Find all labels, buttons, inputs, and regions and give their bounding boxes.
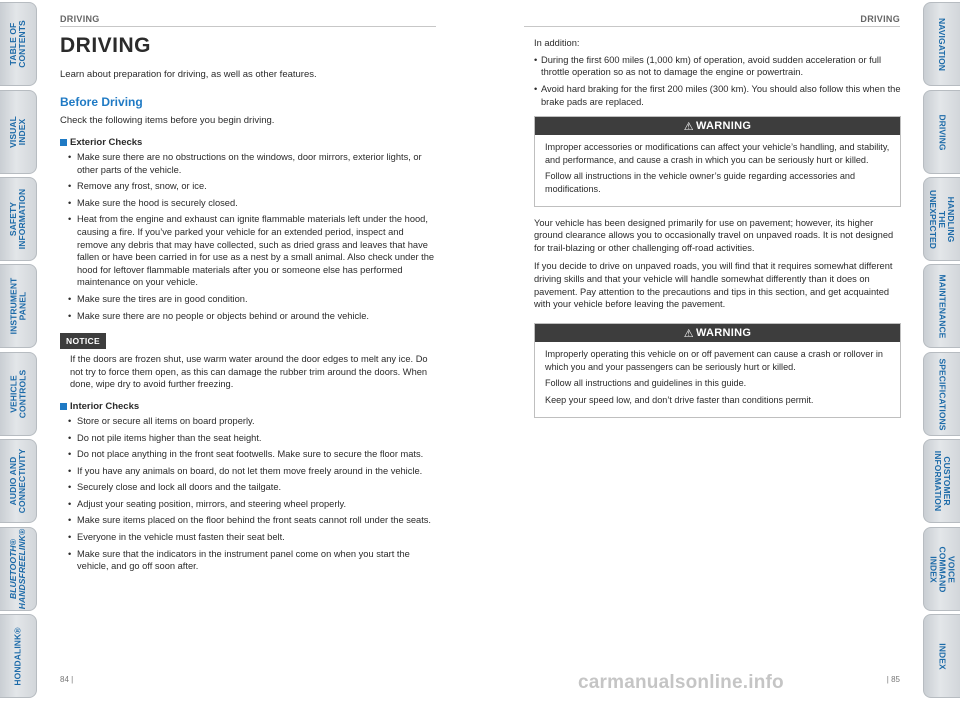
list-item: • If you have any animals on board, do not let them move freely around in the vehicle. [60, 465, 436, 478]
tab-label: INDEX [937, 642, 948, 670]
notice-tag: NOTICE [60, 333, 106, 349]
warning-bar [535, 324, 900, 342]
tab-vehicle-controls[interactable] [0, 352, 37, 436]
list-item: • Remove any frost, snow, or ice. [60, 180, 436, 193]
warning-body [535, 135, 900, 205]
right-header-rule [524, 26, 900, 27]
tab-safety-information[interactable] [0, 177, 37, 261]
list-item: • Make sure the hood is securely closed. [60, 197, 436, 210]
warning-box-offroad [534, 323, 901, 417]
left-page-number: 84 | [60, 675, 74, 684]
warning-paragraph: Follow all instructions and guidelines in this guide. [545, 378, 747, 389]
list-item: • During the first 600 miles (1,000 km) of operation, avoid sudden acceleration or full throttle operation so as not to damage the engine or powertrain. [534, 54, 901, 79]
tab-label: SAFETY INFORMATION [8, 188, 27, 250]
interior-checks-list [60, 415, 436, 573]
square-bullet-icon [60, 139, 67, 146]
body-text [534, 217, 901, 312]
subhead-label: Exterior Checks [70, 137, 143, 148]
section-heading-before-driving: Before Driving [60, 95, 143, 109]
subhead-interior-checks [60, 400, 436, 413]
subhead-label: Interior Checks [70, 400, 140, 412]
tab-navigation[interactable] [923, 2, 960, 86]
warning-paragraph: Keep your speed low, and don’t drive faster than conditions permit. [545, 394, 814, 405]
tab-label: VISUAL INDEX [8, 116, 27, 148]
tab-voice-command-index[interactable] [923, 527, 960, 611]
left-running-header: DRIVING [60, 14, 100, 24]
right-page-number: | 85 [886, 675, 900, 684]
tab-label: SPECIFICATIONS [937, 357, 948, 431]
tab-audio-and-connectivity[interactable] [0, 439, 37, 523]
list-item: • Do not pile items higher than the seat height. [60, 432, 436, 445]
exterior-checks-list [60, 151, 436, 322]
warning-paragraph: Follow all instructions in the vehicle owner’s guide regarding accessories and modifications. [545, 171, 856, 194]
notice-text: If the doors are frozen shut, use warm water around the door edges to melt any ice. Do not try to force them open, as this can damage the rubber trim around the doors. When done, wipe dry to avoid further freezing. [70, 354, 428, 390]
tab-label: VOICE COMMAND INDEX [928, 545, 957, 593]
tab-label: MAINTENANCE [937, 274, 948, 338]
list-item: • Do not place anything in the front seat footwells. Make sure to secure the floor mats. [60, 448, 436, 461]
list-item: • Make sure items placed on the floor behind the front seats cannot roll under the seats. [60, 514, 436, 527]
tab-handling-the-unexpected[interactable] [923, 177, 960, 261]
warning-bar [535, 117, 900, 135]
addition-intro: In addition: [534, 38, 580, 48]
tab-customer-information[interactable] [923, 439, 960, 523]
tab-label: DRIVING [937, 113, 948, 151]
notice-box [60, 331, 436, 391]
list-item: • Make sure there are no people or objects behind or around the vehicle. [60, 310, 436, 323]
tab-label: CUSTOMER INFORMATION [933, 450, 952, 512]
list-item: • Store or secure all items on board properly. [60, 415, 436, 428]
tab-maintenance[interactable] [923, 264, 960, 348]
square-bullet-icon [60, 403, 67, 410]
tab-table-of-contents[interactable] [0, 2, 37, 86]
tab-instrument-panel[interactable] [0, 264, 37, 348]
right-page [534, 37, 901, 418]
tab-label: TABLE OF CONTENTS [8, 20, 28, 68]
section-intro: Check the following items before you begin driving. [60, 115, 275, 126]
body-paragraph: Your vehicle has been designed primarily for use on pavement; however, its higher ground clearance allows you to occasionally travel on unpaved roads. It is not designed for trail-blazing or other challenging off-road activities. [534, 217, 894, 254]
list-item: • Adjust your seating position, mirrors, and steering wheel properly. [60, 498, 436, 511]
tab-bluetooth-handsfreelink[interactable] [0, 527, 37, 611]
tab-driving[interactable] [923, 90, 960, 174]
warning-triangle-icon: ⚠ [683, 327, 694, 340]
right-tab-column [923, 0, 960, 703]
warning-paragraph: Improperly operating this vehicle on or off pavement can cause a crash or rollover in which you and your passengers can be seriously hurt or killed. [545, 349, 883, 372]
list-item: • Securely close and lock all doors and the tailgate. [60, 481, 436, 494]
tab-label: INSTRUMENT PANEL [8, 277, 28, 335]
left-page [60, 34, 436, 577]
warning-body [535, 342, 900, 416]
addition-list [534, 54, 901, 108]
tab-hondalink[interactable] [0, 614, 37, 698]
body-paragraph: If you decide to drive on unpaved roads, you will find that it requires somewhat different driving skills and that your vehicle will handle somewhat differently than it does on pavement. Pay attention to the precautions and tips in this section, and get acquainted with your vehicle before leaving the pavement. [534, 260, 893, 310]
tab-label: VEHICLE CONTROLS [8, 369, 27, 419]
left-header-rule [60, 26, 436, 27]
page-intro: Learn about preparation for driving, as well as other features. [60, 69, 317, 80]
list-item: • Make sure the tires are in good condition. [60, 293, 436, 306]
tab-label: AUDIO AND CONNECTIVITY [8, 448, 28, 514]
warning-triangle-icon: ⚠ [683, 120, 694, 133]
warning-label: WARNING [695, 120, 752, 133]
tab-label: HANDLING THE UNEXPECTED [928, 189, 957, 249]
tab-label: HONDALINK® [12, 626, 23, 686]
tab-visual-index[interactable] [0, 90, 37, 174]
warning-box-accessories [534, 116, 901, 206]
watermark: carmanualsonline.info [578, 672, 784, 693]
tab-index[interactable] [923, 614, 960, 698]
left-tab-column [0, 0, 37, 703]
list-item: • Make sure there are no obstructions on the windows, door mirrors, exterior lights, or other parts of the vehicle. [60, 151, 436, 176]
right-running-header: DRIVING [860, 14, 900, 24]
list-item: • Heat from the engine and exhaust can ignite flammable materials left under the hood, causing a fire. If you’ve parked your vehicle for an extended period, inspect and remove any debris that may have collected, such as dried grass and leaves that have fallen or have been carried in for use as a nest by a small animal. Also check under the hood for leftover flammable materials after you or someone else has performed maintenance on your vehicle. [60, 213, 436, 289]
page-title: DRIVING [60, 34, 152, 57]
list-item: • Make sure that the indicators in the instrument panel come on when you start the vehicle, and go off soon after. [60, 548, 436, 573]
tab-label: NAVIGATION [937, 17, 948, 71]
list-item: • Everyone in the vehicle must fasten their seat belt. [60, 531, 436, 544]
tab-label: BLUETOOTH® HANDSFREELINK® [8, 528, 28, 610]
warning-label: WARNING [695, 327, 752, 340]
list-item: • Avoid hard braking for the first 200 miles (300 km). You should also follow this when the brake pads are replaced. [534, 83, 901, 108]
subhead-exterior-checks [60, 136, 436, 149]
warning-paragraph: Improper accessories or modifications can affect your vehicle’s handling, and stability, and performance, and cause a crash in which you can be seriously hurt or killed. [545, 142, 890, 165]
tab-specifications[interactable] [923, 352, 960, 436]
